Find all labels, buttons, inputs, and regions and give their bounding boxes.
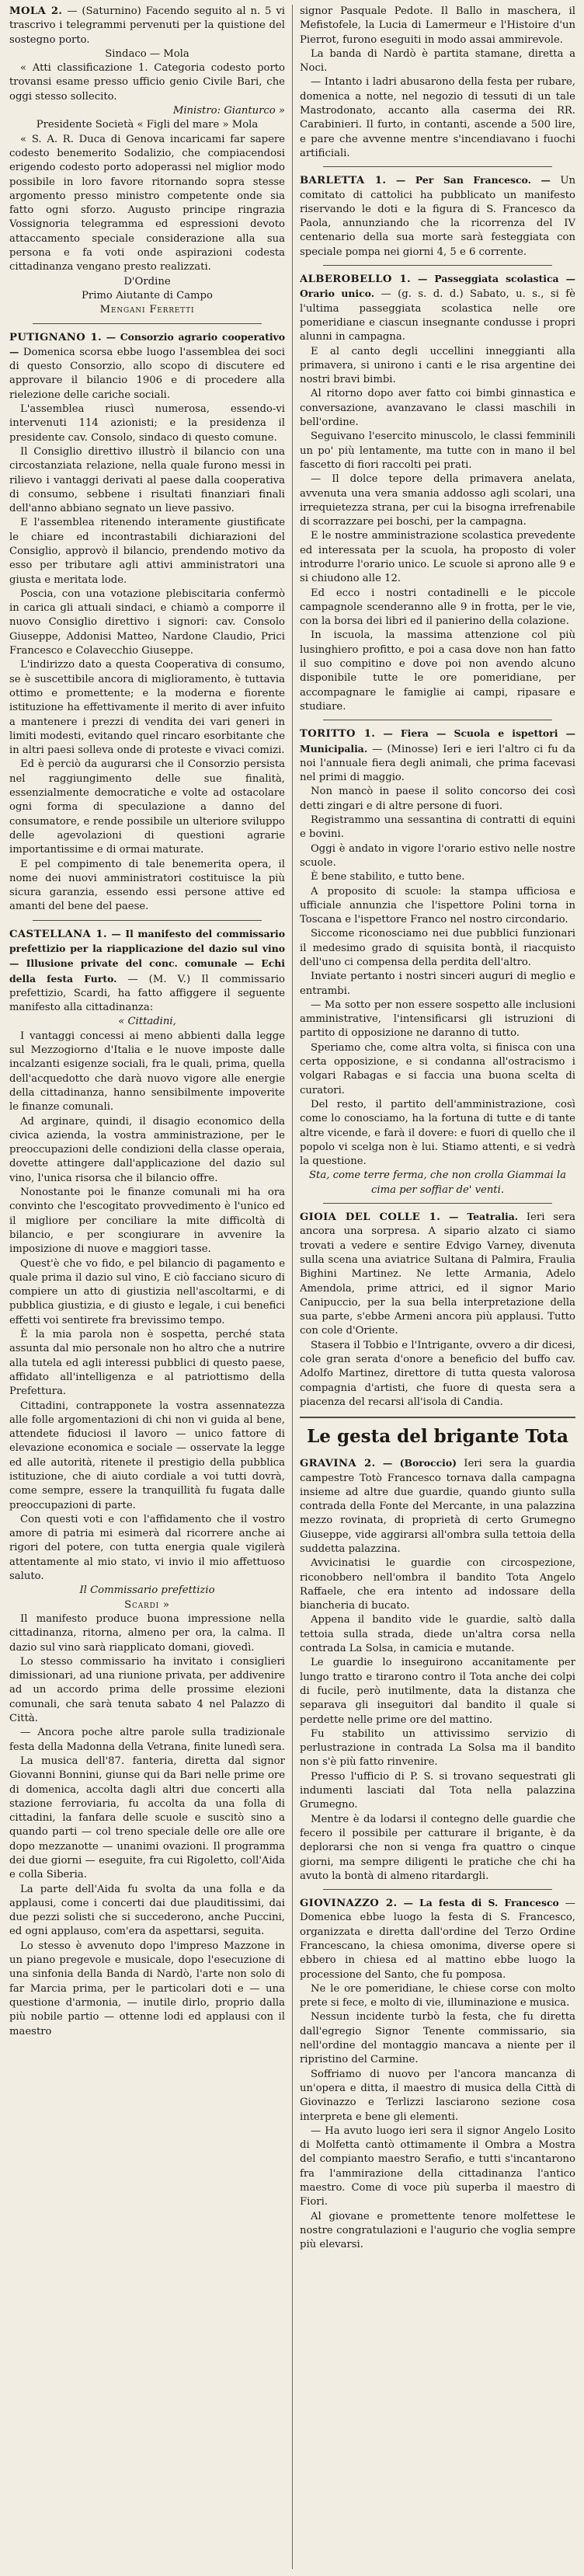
paragraph: — Ma sotto per non essere sospetto alle inclusioni amministrative, l'intensificarsi gli istruzioni di partito di opposizione ne daranno di tutto. — [300, 999, 575, 1040]
dateline: MOLA 2. — [9, 5, 63, 17]
article-body — [300, 272, 575, 344]
paragraph: Ne le ore pomeridiane, le chiese corse con molto prete si fece, e molto di vie, illuminazione e musica. — [300, 1982, 575, 2010]
signature: Ministro: Gianturco » — [172, 105, 285, 117]
article-toritto — [300, 727, 575, 1197]
kicker: — (Boroccio) — [382, 1457, 457, 1469]
paragraph: Nessun incidente turbò la festa, che fu diretta dall'egregio Signor Tenente commissario, sia nell'ordine del montaggio mancava a niente per il ripristino del Carmine. — [300, 2011, 575, 2066]
paragraph: E pel compimento di tale benemerita opera, il nome dei nuovi amministratori costituisce la più sicura garanzia, essendo essi persone attive ed amanti del bene del paese. — [9, 858, 285, 913]
paragraph: Del resto, il partito dell'amministrazione, così come lo conosciamo, ha la fortuna di tutte e di tante altre vicende, e farà il dovere: e fuori di quello che il popolo vi scelga non è lui. Stiamo attenti, e si vedrà la questione. — [300, 1098, 575, 1168]
paragraph: Stasera il Tobbio e l'Intrigante, ovvero a dir dicesi, cole gran serata d'onore a beneficio del buffo cav. Adolfo Martinez, direttore di tutta questa valorosa compagnia d'artisti, che fuore di questa sera a piacenza del recarsi all'isola di Candia. — [300, 1339, 575, 1408]
paragraph: Il manifesto produce buona impressione nella cittadinanza, ritorna, almeno per ora, la calma. Il dazio sul vino sarà riapplicato domani, giovedì. — [9, 1612, 285, 1654]
paragraph: L'assemblea riuscì numerosa, essendo-vi intervenuti 114 azionisti; e la presidenza il presidente cav. Consolo, sindaco di questo comune. — [9, 403, 285, 444]
article-body — [9, 927, 285, 1016]
column-right — [300, 5, 575, 2573]
article-gioia-del-colle — [300, 1210, 575, 1410]
telegram-recipient: Sindaco — Mola — [105, 47, 189, 60]
paragraph: Presso l'ufficio di P. S. si trovano sequestrati gli indumenti lasciati dal Tota nella palazzina Grumegno. — [300, 1770, 575, 1811]
paragraph: È la mia parola non è sospetta, perché stata assunta dal mio personale non ho altro che a nutrire alla tutela ed agli interessi pubblici di questo paese, affidato all'intelligenza e al patriottismo della Prefettura. — [9, 1329, 285, 1398]
paragraph: Appena il bandito vide le guardie, saltò dalla tettoia sulla strada, diede un'altra corsa nella contrada La Solsa, in camicia e mutande. — [300, 1614, 575, 1655]
paragraph: In iscuola, la massima attenzione col più lusinghiero profitto, e poi a casa dove non han fatto il suo compitino e dove poi non avendo alcuno disponibile tutte le ore pomeridiane, per accompagnare le famiglie ai campi, ripasare e studiare. — [300, 629, 575, 713]
paragraph: Oggi è andato in vigore l'orario estivo nelle nostre scuole. — [300, 842, 575, 869]
paragraph: A proposito di scuole: la stampa ufficiosa e ufficiale annunzia che l'ispettore Polini torna in Toscana e l'ispettore Franco nel nostro circondario. — [300, 885, 575, 926]
dateline: GRAVINA 2. — [300, 1458, 376, 1470]
paragraph: Nonostante poi le finanze comunali mi ha ora convinto che l'escogitato provvedimento è l'unico ed il migliore per conciliare la mite difficoltà di bilancio, e per scongiurare in avvenire la imposizione di nuove e maggiori tasse. — [9, 1187, 285, 1256]
article-body — [9, 330, 285, 403]
signature: Il Commissario prefettizio — [79, 1584, 215, 1597]
paragraph: Con questi voti e con l'affidamento che il vostro amore di patria mi esimerà dal ricorrere anche ai rigori del potere, con tutta energia quale vigilerà attentamente al mio stato, vi invio il mio affettuoso saluto. — [9, 1513, 285, 1583]
column-left — [9, 5, 285, 2573]
signature: Scardi » — [124, 1598, 170, 1611]
kicker: — (Saturnino) — [67, 5, 141, 17]
dateline: CASTELLANA 1. — [9, 928, 107, 940]
paragraph: Speriamo che, come altra volta, si finisca con una certa opposizione, e si condanna all'ostracismo i volgari Rabagas e si faccia una buona scelta di curatori. — [300, 1041, 575, 1096]
signature: D'Ordine — [123, 275, 171, 288]
dateline: GIOVINAZZO 2. — [300, 1898, 398, 1910]
signature: Primo Aiutante di Campo — [82, 289, 213, 302]
kicker: — Consorzio agrario cooperativo — — [9, 330, 285, 357]
article-body — [300, 727, 575, 785]
article-separator — [323, 166, 552, 167]
article-separator — [300, 1417, 575, 1418]
article-giovinazzo — [300, 1896, 575, 2252]
article-separator — [323, 1203, 552, 1204]
paragraph: Soffriamo di nuovo per l'ancora mancanza di un'opera e ditta, il maestro di musica della Città di Giovinazzo e Terlizzi lasciarono sezione cosa interpreta e bene gli elementi. — [300, 2068, 575, 2123]
paragraph: I vantaggi concessi ai meno abbienti dalla legge sul Mezzogiorno d'Italia e le nuove imposte dalle incalzanti esigenze sociali, fra le quali, prima, quella dell'acquedotto che darà nuovo vigore alle energie della cittadinanza, hanno sensibilmente impoverite le finanze comunali. — [9, 1030, 285, 1114]
paragraph: È bene stabilito, e tutto bene. — [311, 871, 465, 884]
article-separator — [33, 920, 262, 921]
paragraph: La parte dell'Aida fu svolta da una folla e da applausi, come i concerti dai due plauditissimi, dai due pezzi solisti che si succederono, anche Puccini, ed ogni applauso, com'era da aspettarsi, seguita. — [9, 1883, 285, 1938]
article-mola — [9, 5, 285, 318]
article-castellana — [9, 927, 285, 2039]
article-body — [300, 1896, 575, 1982]
paragraph: — (M. V.) Il commissario prefettizio, Scardi, ha fatto affiggere il seguente manifesto alla cittadinanza: — [9, 973, 285, 1014]
paragraph: La banda di Nardò è partita stamane, diretta a Noci. — [300, 47, 575, 75]
paragraph: — Ha avuto luogo ieri sera il signor Angelo Losito di Molfetta cantò ottimamente il Ombra a Mostra del compianto maestro Serafio, e tutti s'incantarono fra l'ammirazione della cittadinanza l'antico maestro. Come di voce più superba il maestro di Fiori. — [300, 2125, 575, 2208]
article-body — [300, 1456, 575, 1556]
paragraph: Le guardie lo inseguirono accanitamente per lungo tratto e tirarono contro il Tota anche dei colpi di fucile, però inutilmente, data la distanza che separava gli inseguitori dal bandito il quale si perdette nelle prime ore del mattino. — [300, 1657, 575, 1726]
salutation: « Cittadini, — [118, 1016, 176, 1028]
column-rule — [292, 5, 293, 2569]
paragraph: Cittadini, contrapponete la vostra assennatezza alle folle argomentazioni di chi non vi guida al bene, attendete fiduciosi il lavoro — unico fattore di elevazione economica e sociale — osservate la legge ed alle autorità, ritenete il prestigio della pubblica istituzione, che di aiuto cordiale a voi tutti dovrà, come sempre, essere la tranquillità fu fugata dalle preoccupazioni di parte. — [9, 1400, 285, 1511]
paragraph: Non mancò in paese il solito concorso dei così detti zingari e di altre persone di fuori. — [300, 786, 575, 812]
paragraph: Un comitato di cattolici ha pubblicato un manifesto riservando le doti e la figura di S. Francesco da Paola, annunziando che la ricorrenza del IV centenario della sua morte sarà festeggiata con speciale pompa nei giorni 4, 5 e 6 corrente. — [300, 175, 575, 258]
article-body — [300, 1210, 575, 1339]
article-putignano — [9, 330, 285, 915]
paragraph: Ed è perciò da augurarsi che il Consorzio persista nel raggiungimento delle sue finalità, essenzialmente democratiche e volte ad ostacolare ogni forma di speculazione a danno del consumatore, e rende possibile un ulteriore sviluppo delle agevolazioni di questioni agrarie importantissime e di ormai maturate. — [9, 758, 285, 856]
article-castellana-continued — [300, 5, 575, 161]
kicker: — Fiera — Scuola e ispettori — Municipalia. — [300, 727, 575, 755]
paragraph: « S. A. R. Duca di Genova incaricami far sapere codesto benemerito Sodalizio, che compiacendosi erigendo codesto porto adoperassi nel miglior modo possibile in loro favore ritornando sopra stesse argomento presso ministro competente onde sia fatto ogni sforzo. Augusto principe ringrazia Vossignoria telegramma ed espressioni devoto attaccamento speciale considerazione alla sua persona e fa voti onde aspirazioni codesta cittadinanza vengano presto realizzati. — [9, 133, 285, 274]
paragraph: E l'assemblea ritenendo interamente giustificate le chiare ed incontrastabili dichiarazioni del Consiglio, approvò il bilancio, prendendo motivo da esso per tributare agli attivi amministratori una giusta e meritata lode. — [9, 517, 285, 586]
paragraph: — Domenica ebbe luogo la festa di S. Francesco, organizzata e diretta dall'ordine del Terzo Ordine Francescano, la chiesa omonima, diverse opere si ebbero in chiesa ed al mattino ebbe luogo la processione del Santo, che fu pomposa. — [300, 1898, 575, 1981]
paragraph: Ieri sera ancora una sorpresa. A sipario alzato ci siamo trovati a vedere e sentire Edvigo Varney, divenuta sulla scena una aviatrice Sultana di Palmira, Fraulia Bighini Martinez. Ne lette Armania, Adelo Amendola, prime attrici, ed il signor Mario Canipuccio, per la sua bella interpretazione della sua parte, s'ebbe Armeni ancora più applausi. Tutto con cole d'Oriente. — [300, 1211, 575, 1337]
paragraph: Ed ecco i nostri contadinelli e le piccole campagnole scenderanno alle 9 in frotta, per le vie, con la borsa dei libri ed il panierino della colazione. — [300, 587, 575, 628]
paragraph: Siccome riconosciamo nei due pubblici funzionari il medesimo grado di squisita bontà, il riacquisto dell'uno ci compensa della perdita dell'altro. — [300, 928, 575, 968]
paragraph: Seguivano l'esercito minuscolo, le classi femminili un po' più lentamente, ma tutte con in mano il bel fascetto di fiori raccolti pei prati. — [300, 430, 575, 471]
article-separator — [33, 323, 262, 324]
paragraph: Ad arginare, quindi, il disagio economico della civica azienda, la vostra amministrazione, per le preoccupazioni delle condizioni della classe operaia, dovette attingere dall'applicazione del dazio sul vino, l'unica risorsa che il bilancio offre. — [9, 1115, 285, 1184]
paragraph: Lo stesso è avvenuto dopo l'impreso Mazzone in un piano pregevole e musicale, dopo l'esecuzione di una sinfonia della Banda di Nardò, l'arte non solo di far Marcia prima, per le particolari doti e — una questione d'armonia, — inutile dirlo, proprio dalla più nobile partio — ottenne lodi ed applausi con il maestro — [9, 1940, 285, 2037]
paragraph: E al canto degli uccellini inneggianti alla primavera, si unirono i canti e le risa argentine dei nostri bravi bimbi. — [300, 345, 575, 386]
article-separator — [323, 1889, 552, 1890]
article-body — [300, 173, 575, 260]
article-separator — [323, 265, 552, 266]
paragraph: La musica dell'87. fanteria, diretta dal signor Giovanni Bonnini, giunse qui da Bari nelle prime ore di domenica, accolta dagli altri due concerti alla stazione ferroviaria, fu accolta da una folla di cittadini, la fanfara delle scuole e suscitò sino a quando parti — col treno speciale delle ore alle ore dopo mezzanotte — unanimi ovazioni. Il programma dei due giorni — eseguite, fra cui Rigoletto, coll'Aida e colla Siberia. — [9, 1755, 285, 1881]
paragraph: Facendo seguito al n. 5 vi trascrivo i telegrammi pervenuti per la quistione del sostegno porto. — [9, 5, 285, 46]
paragraph: Al ritorno dopo aver fatto coi bimbi ginnastica e conversazione, avanzavano le classi maschili in bell'ordine. — [300, 388, 575, 429]
paragraph: E le nostre amministrazione scolastica prevedente ed interessata per la scuola, ha proposto di voler introdurre l'orario unico. Le scuole si aprono alle 9 e si chiudono alle 12. — [300, 530, 575, 585]
kicker: — Passeggiata scolastica — Orario unico. — [300, 273, 575, 300]
headline: Le gesta del brigante Tota — [307, 1426, 568, 1448]
paragraph: — (g. s. d. d.) Sabato, u. s., si fè l'ultima passeggiata scolastica nelle ore pomeridiane e ciascun insegnante condusse i propri alunni in campagna. — [300, 288, 575, 343]
paragraph: L'indirizzo dato a questa Cooperativa di consumo, se è suscettibile ancora di miglioramento, è tuttavia ottimo e promettente; e la moderna e fiorente istituzione ha effettivamente il merito di aver infuito a mantenere i prezzi di vendita dei vari generi in limiti modesti, evitando quel rincaro esorbitante che in altri paesi solleva onde di proteste e vivaci comizi. — [9, 659, 285, 757]
dateline: ALBEROBELLO 1. — [300, 274, 412, 286]
paragraph: Al giovane e promettente tenore molfettese le nostre congratulazioni e l'augurio che voglia sempre più elevarsi. — [300, 2210, 575, 2251]
signature: Mengani Ferretti — [99, 304, 195, 316]
paragraph: — Ancora poche altre parole sulla tradizionale festa della Madonna della Vetrana, finite lunedì sera. — [9, 1727, 285, 1753]
article-body — [9, 5, 285, 47]
paragraph: Quest'è che vo fido, e pel bilancio di pagamento e quale prima il dazio sul vino, E ciò facciano sicuro di compiere un atto di giustizia nell'ascoltarmi, e di pubblica giustizia, e di giusto e legale, i cui benefici effetti voi sentirete fra brevissimo tempo. — [9, 1257, 285, 1326]
paragraph: Fu stabilito un attivissimo servizio di perlustrazione in contrada La Solsa ma il bandito non s'è più fatto rinvenire. — [300, 1727, 575, 1769]
kicker: — Teatralia. — [449, 1211, 519, 1223]
paragraph: Avvicinatisi le guardie con circospezione, riconobbero nell'ombra il bandito Tota Angelo Raffaele, che era intento ad indossare della biancheria di bucato. — [300, 1557, 575, 1612]
dateline: PUTIGNANO 1. — [9, 331, 103, 343]
dateline: BARLETTA 1. — [300, 175, 387, 187]
paragraph: Il Consiglio direttivo illustrò il bilancio con una circostanziata relazione, nella quale furono messi in rilievo i vantaggi derivati al paese dalla cooperativa di consumo, sebbene i risultati finanziari finali dell'anno abbiano segnato un lieve passivo. — [9, 445, 285, 515]
article-alberobello — [300, 272, 575, 714]
paragraph: — Il dolce tepore della primavera anelata, avvenuta una vera smania addosso agli scolari, una irrequietezza strana, per cui la bisogna irrefrenabile di scorrazzare pei boschi, per la campagna. — [300, 473, 575, 528]
paragraph: — Intanto i ladri abusarono della festa per rubare, domenica a notte, nel negozio di tessuti di un tale Mastrodonato, accanto alla caserma dei RR. Carabinieri. Il furto, in contanti, ascende a 500 lire, e pare che avvenne mentre s'incendiavano i fuochi artificiali. — [300, 76, 575, 159]
paragraph: Ieri sera la guardia campestre Totò Francesco tornava dalla campagna insieme ad altre due guardie, quando giunto sulla contrada della Fonte del Mercante, in una palazzina mezzo rovinata, di proprietà di certo Grumegno Giuseppe, vide aggirarsi all'ombra sulla tettoia della suddetta palazzina. — [300, 1458, 575, 1555]
paragraph: Inviate pertanto i nostri sinceri auguri di meglio e entrambi. — [300, 971, 575, 997]
quotation: Sta, come terre ferma, che non crolla Giammai la cima per soffiar de' venti. — [309, 1169, 566, 1196]
paragraph: Mentre è da lodarsi il contegno delle guardie che fecero il possibile per catturare il brigante, è da deplorarsi che non si venga fra quattro o cinque giorni, ma sempre diligenti le pratiche che chi ha avuto la bontà di almeno ritardargli. — [300, 1813, 575, 1882]
paragraph: — (Minosse) Ieri e ieri l'altro ci fu da noi l'annuale fiera degli animali, che prima facevasi nel primi di maggio. — [300, 743, 575, 784]
kicker: — Il manifesto del commissario prefettizio per la riapplicazione del dazio sul vino — Illusione private del conc. comunale — Echi della festa Furto. — [9, 927, 285, 985]
article-barletta — [300, 173, 575, 260]
dateline: TORITTO 1. — [300, 728, 376, 741]
dateline: GIOIA DEL COLLE 1. — [300, 1211, 441, 1224]
paragraph: Poscia, con una votazione plebiscitaria confermò in carica gli attuali sindaci, e chiamò a comporre il nuovo Consiglio direttivo i signori: cav. Consolo Giuseppe, Addonisi Matteo, Nardone Claudio, Prici Francesco e Colavecchio Giuseppe. — [9, 587, 285, 657]
kicker: — Per San Francesco. — — [395, 174, 551, 186]
paragraph: Domenica scorsa ebbe luogo l'assemblea dei soci di questo Consorzio, allo scopo di discutere ed approvare il bilancio 1906 e di procedere alla rielezione delle cariche sociali. — [9, 346, 285, 401]
paragraph: signor Pasquale Pedote. Il Ballo in maschera, il Mefistofele, la Lucia di Lamermeur e l'Histoire d'un Pierrot, furono eseguiti in modo assai ammirevole. — [300, 5, 575, 46]
paragraph: Registrammo una sessantina di contratti di equini e bovini. — [300, 814, 575, 841]
article-gravina — [300, 1456, 575, 1884]
kicker: — La festa di S. Francesco — [403, 1897, 559, 1909]
telegram-recipient: Presidente Società « Figli del mare » Mola — [36, 119, 259, 131]
paragraph: Lo stesso commissario ha invitato i consiglieri dimissionari, ad una riunione privata, per addivenire ad un accordo prima delle prossime elezioni comunali, che sarà tenuta sabato 4 nel Palazzo di Città. — [9, 1655, 285, 1725]
paragraph: « Atti classificazione 1. Categoria codesto porto trovansi esame presso ufficio genio Civile Bari, che oggi stesso sollecito. — [9, 62, 285, 103]
